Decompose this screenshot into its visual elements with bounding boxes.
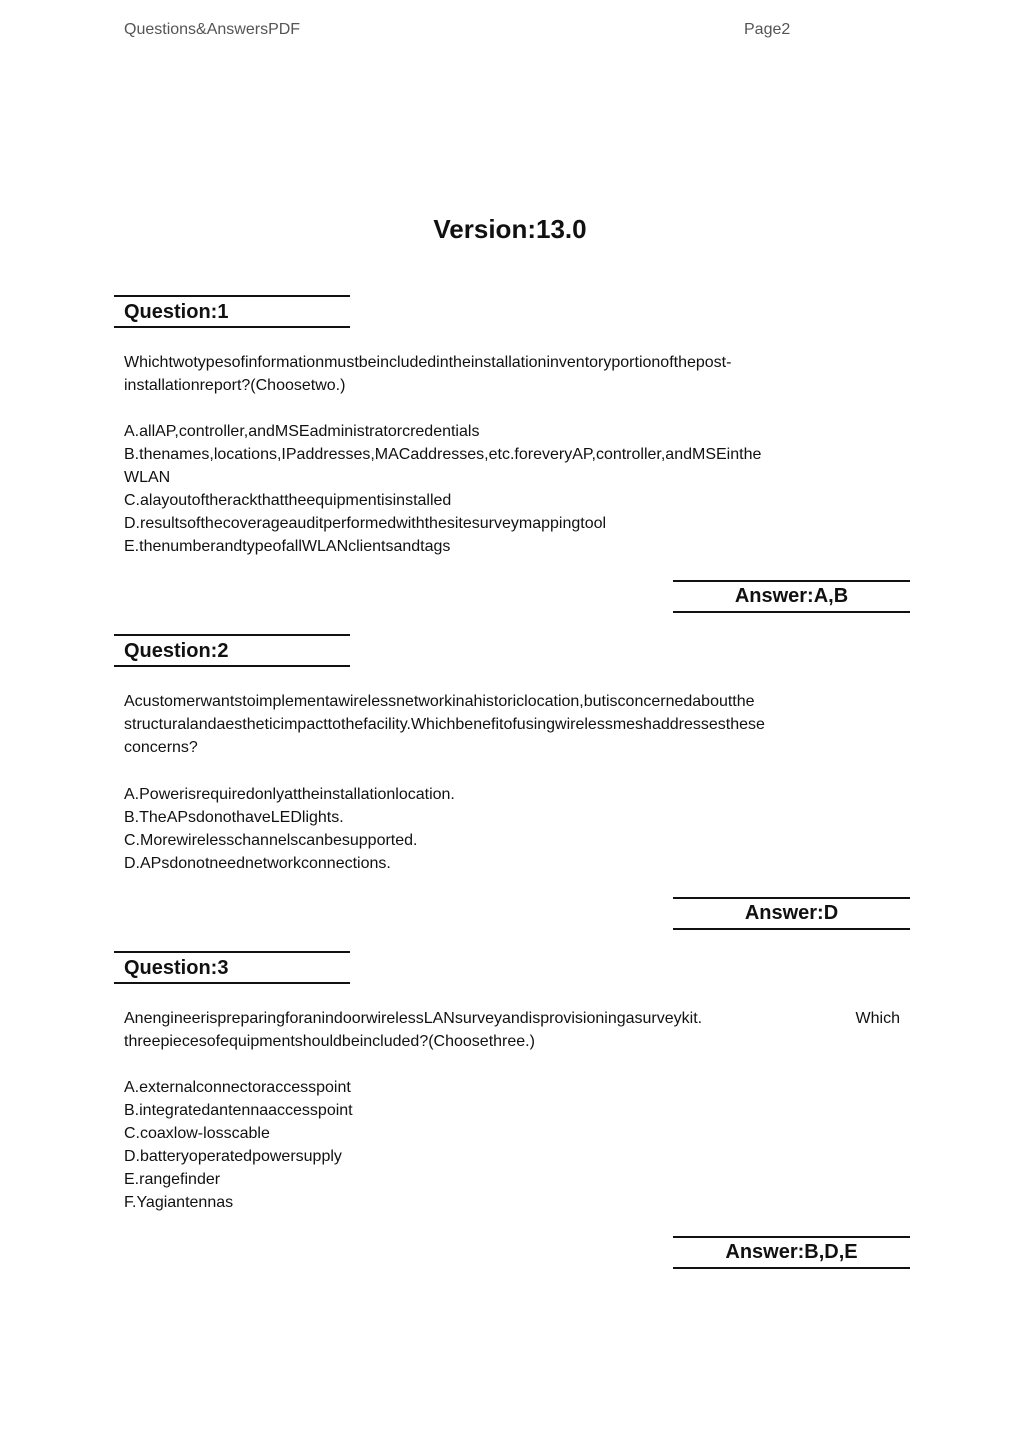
question-3-answer bbox=[673, 1236, 910, 1269]
question-1-answer bbox=[673, 580, 910, 613]
question-1-option-d: D.resultsofthecoverageauditperformedwiththesitesurveymappingtool bbox=[124, 515, 607, 532]
question-3-option-e: E.rangefinder bbox=[124, 1171, 221, 1188]
question-1-option-b-cont: WLAN bbox=[124, 469, 171, 486]
question-1-option-b: B.thenames,locations,IPaddresses,MACaddresses,etc.foreveryAP,controller,andMSEinthe bbox=[124, 446, 762, 463]
question-3-option-c: C.coaxlow-losscable bbox=[124, 1125, 270, 1142]
question-1-heading bbox=[114, 295, 350, 328]
question-3-option-a: A.externalconnectoraccesspoint bbox=[124, 1079, 351, 1096]
question-2-answer-text: Answer:D bbox=[744, 902, 839, 924]
question-2-option-a: A.Powerisrequiredonlyattheinstallationlocation. bbox=[124, 786, 455, 803]
question-2-options bbox=[124, 783, 824, 875]
question-2-option-d: D.APsdonotneednetworkconnections. bbox=[124, 855, 391, 872]
question-1-stem-line: Whichtwotypesofinformationmustbeincludedintheinstallationinventoryportionofthepost- bbox=[124, 354, 732, 371]
question-3-stem-line-2: threepiecesofequipmentshouldbeincluded?(Choosethree.) bbox=[124, 1033, 535, 1050]
question-3-option-b: B.integratedantennaaccesspoint bbox=[124, 1102, 353, 1119]
question-1-title: Question:1 bbox=[124, 301, 229, 323]
question-1-stem bbox=[124, 351, 904, 397]
question-3-option-f: F.Yagiantennas bbox=[124, 1194, 234, 1211]
header-left: Questions&AnswersPDF bbox=[124, 21, 301, 38]
question-2-stem-line: structuralandaestheticimpacttothefacility.Whichbenefitofusingwirelessmeshaddressesthese bbox=[124, 716, 765, 733]
question-2-heading bbox=[114, 634, 350, 667]
question-1-stem-line: installationreport?(Choosetwo.) bbox=[124, 377, 346, 394]
question-2-option-c: C.Morewirelesschannelscanbesupported. bbox=[124, 832, 418, 849]
question-3-stem-line-1 bbox=[124, 1007, 900, 1030]
question-3-title: Question:3 bbox=[124, 957, 229, 979]
question-1-answer-text: Answer:A,B bbox=[734, 585, 849, 607]
header-page-number: Page2 bbox=[744, 21, 791, 38]
question-2-stem bbox=[124, 690, 904, 759]
question-3-option-d: D.batteryoperatedpowersupply bbox=[124, 1148, 342, 1165]
question-3-stem-text: AnengineerispreparingforanindoorwirelessLANsurveyandisprovisioningasurveykit. bbox=[124, 1010, 703, 1027]
question-2-title: Question:2 bbox=[124, 640, 229, 662]
version-title: Version:13.0 bbox=[433, 214, 587, 244]
question-3-stem bbox=[124, 1007, 900, 1053]
question-1-options bbox=[124, 420, 824, 558]
question-3-heading bbox=[114, 951, 350, 984]
question-3-answer-text: Answer:B,D,E bbox=[725, 1241, 858, 1263]
question-2-stem-line: concerns? bbox=[124, 739, 198, 756]
question-1-option-a: A.allAP,controller,andMSEadministratorcredentials bbox=[124, 423, 480, 440]
question-2-answer bbox=[673, 897, 910, 930]
question-3-stem-which: Which bbox=[855, 1010, 900, 1027]
question-2-option-b: B.TheAPsdonothaveLEDlights. bbox=[124, 809, 344, 826]
question-3-options bbox=[124, 1076, 824, 1214]
question-1-option-c: C.alayoutoftherackthattheequipmentisinstalled bbox=[124, 492, 452, 509]
question-1-option-e: E.thenumberandtypeofallWLANclientsandtags bbox=[124, 538, 451, 555]
question-2-stem-line: Acustomerwantstoimplementawirelessnetworkinahistoriclocation,butisconcernedaboutthe bbox=[124, 693, 755, 710]
